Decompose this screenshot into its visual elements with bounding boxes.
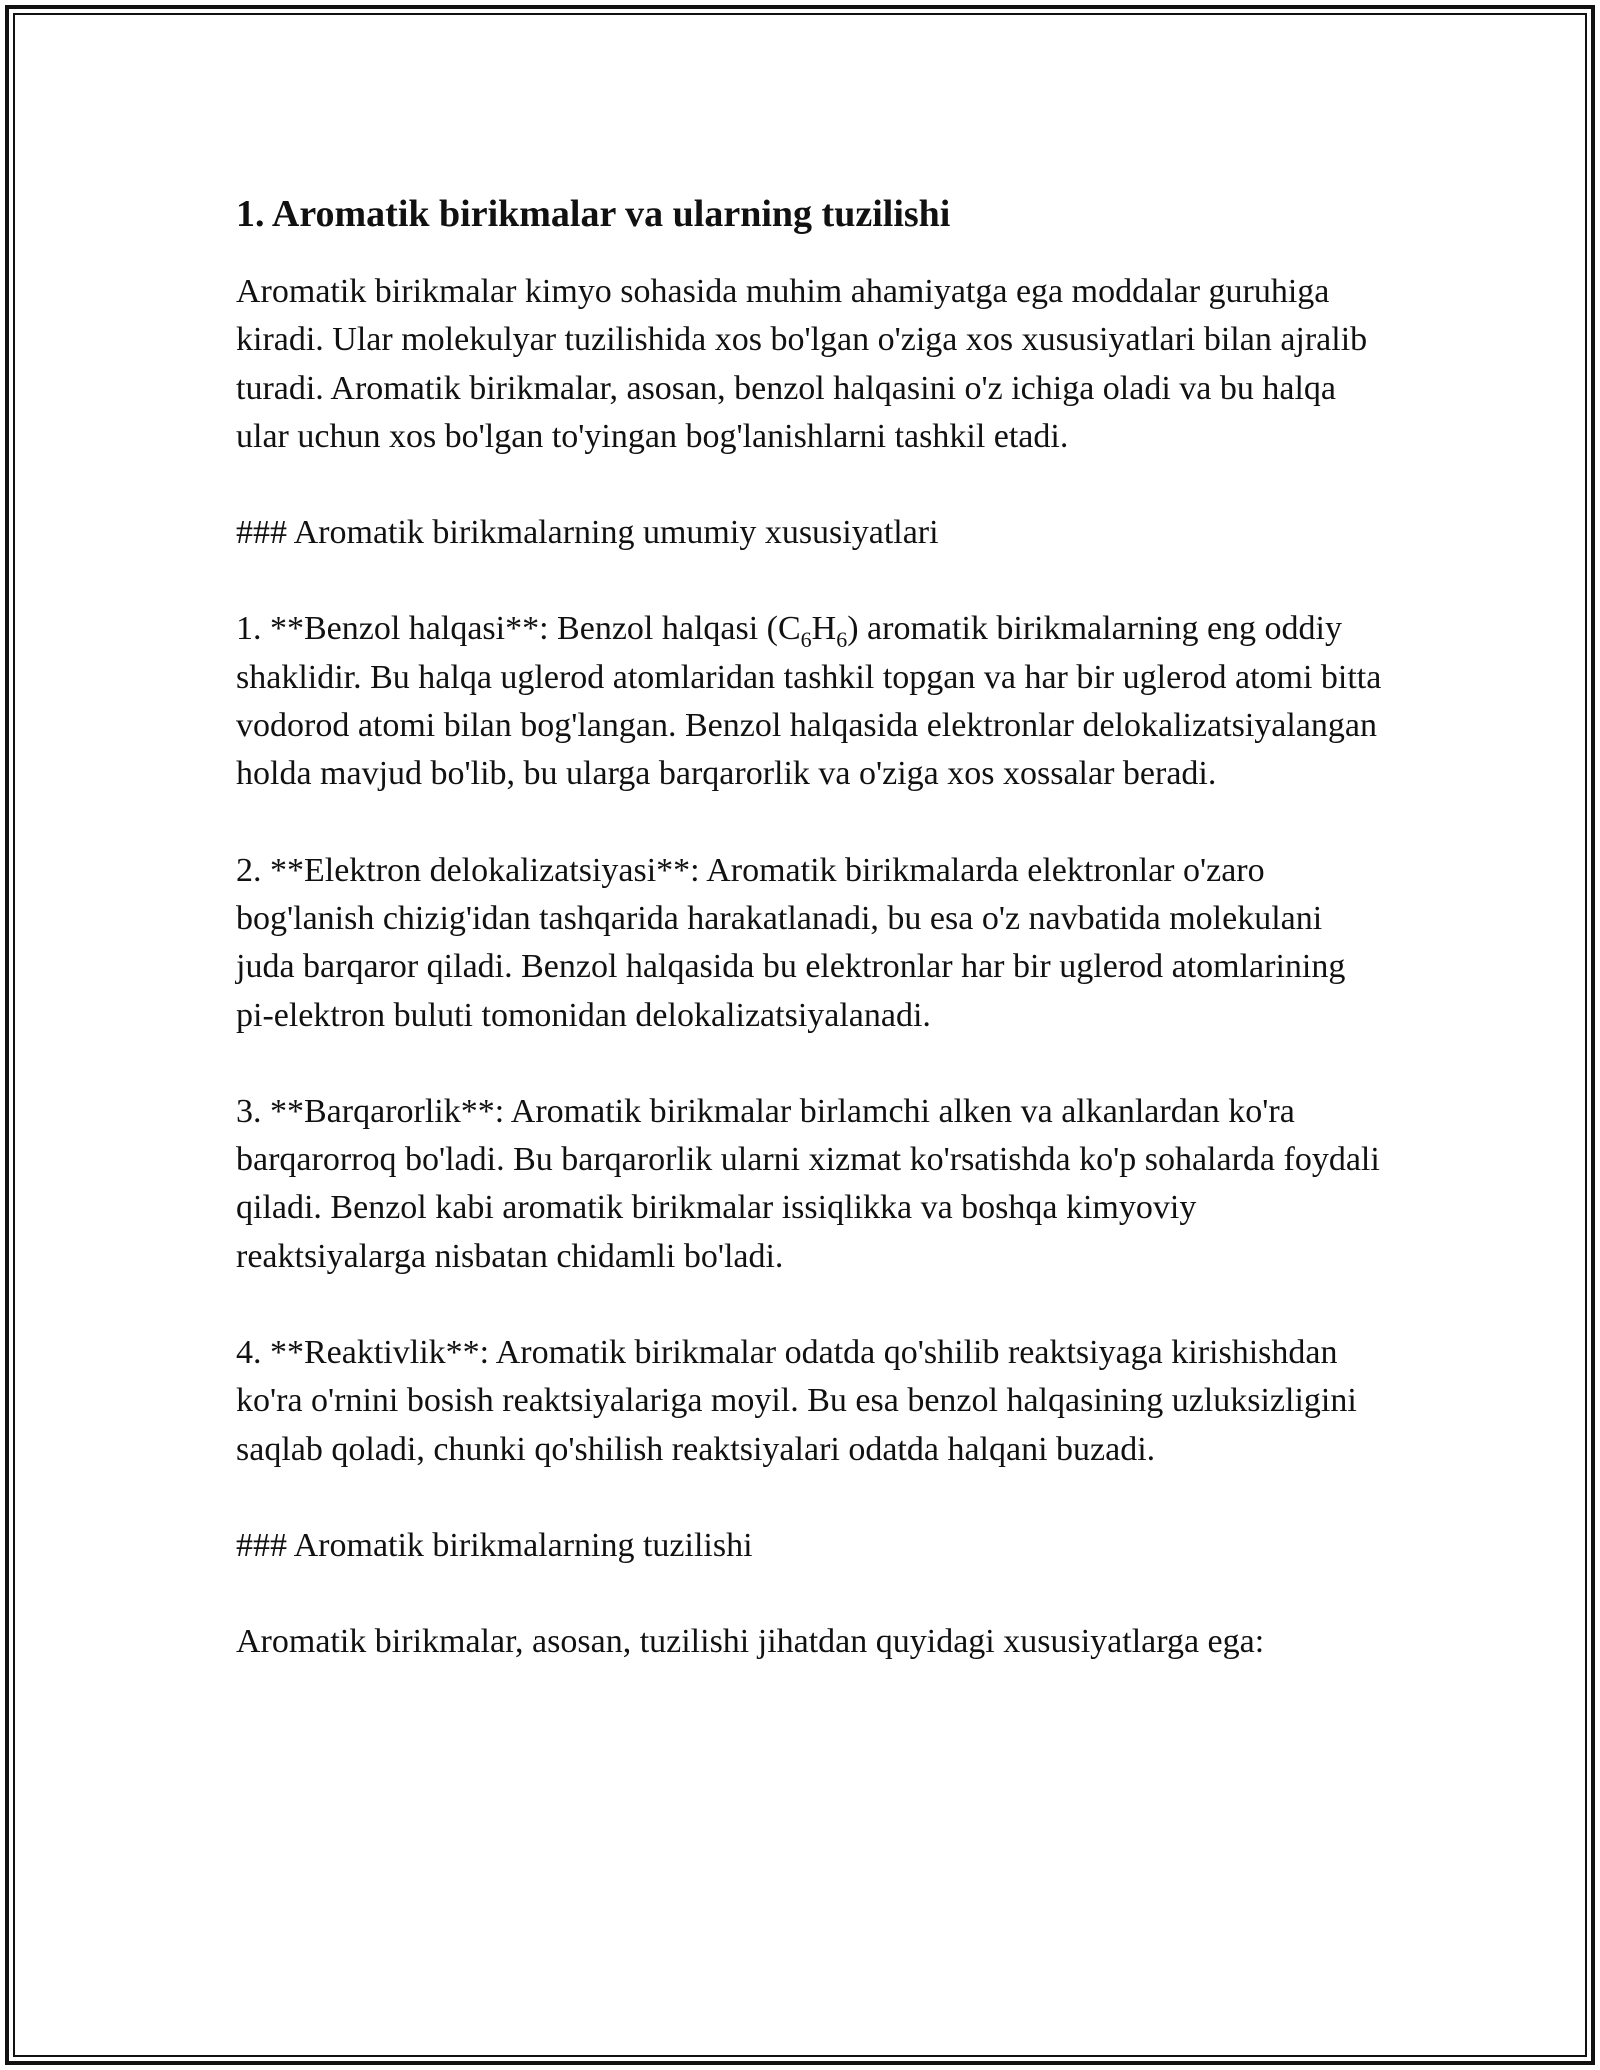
properties-heading: ### Aromatik birikmalarning umumiy xususiyatlari: [236, 514, 939, 552]
closing-paragraph: Aromatik birikmalar, asosan, tuzilishi jihatdan quyidagi xususiyatlarga ega:: [236, 1623, 1265, 1661]
item-electron-delocalization: 2. **Elektron delokalizatsiyasi**: Aromatik birikmalarda elektronlar o'zaro bog'lanish chizig'idan tashqarida harakatlanadi, bu esa o'z navbatida molekulani juda barqaror qiladi. Benzol halqasida bu elektronlar har bir uglerod atomlarining pi-elektron buluti tomonidan delokalizatsiyalanadi.: [236, 851, 1346, 1034]
item1-subscript-hydrogen: 6: [836, 627, 848, 653]
item-stability: 3. **Barqarorlik**: Aromatik birikmalar birlamchi alken va alkanlardan ko'ra barqarorroq bo'ladi. Bu barqarorlik ularni xizmat ko'rsatishda ko'p sohalarda foydali qiladi. Benzol kabi aromatik birikmalar issiqlikka va boshqa kimyoviy reaktsiyalarga nisbatan chidamli bo'ladi.: [236, 1092, 1380, 1275]
item-reactivity: 4. **Reaktivlik**: Aromatik birikmalar odatda qo'shilib reaktsiyaga kirishishdan ko'ra o'rnini bosish reaktsiyalariga moyil. Bu esa benzol halqasining uzluksizligini saqlab qoladi, chunki qo'shilish reaktsiyalari odatda halqani buzadi.: [236, 1334, 1357, 1468]
document-body: [236, 190, 1386, 1715]
intro-paragraph: Aromatik birikmalar kimyo sohasida muhim ahamiyatga ega moddalar guruhiga kiradi. Ular molekulyar tuzilishida xos bo'lgan o'ziga xos xususiyatlari bilan ajralib turadi. Aromatik birikmalar, asosan, benzol halqasini o'z ichiga oladi va bu halqa ular uchun xos bo'lgan to'yingan bog'lanishlarni tashkil etadi.: [236, 273, 1368, 455]
item-benzene-ring: [236, 605, 1386, 798]
structure-heading: ### Aromatik birikmalarning tuzilishi: [236, 1526, 753, 1564]
item1-text-after: ) aromatik birikmalarning eng oddiy shaklidir. Bu halqa uglerod atomlaridan tashkil topgan va har bir uglerod atomi bitta vodorod atomi bilan bog'langan. Benzol halqasida elektronlar delokalizatsiyalangan holda mavjud bo'lib, bu ularga barqarorlik va o'ziga xos xossalar beradi.: [236, 610, 1382, 793]
section-title: 1. Aromatik birikmalar va ularning tuzilishi: [236, 193, 951, 235]
item1-subscript-carbon: 6: [800, 627, 812, 653]
item1-text-before: 1. **Benzol halqasi**: Benzol halqasi (C: [236, 610, 801, 648]
item1-text-mid: H: [811, 610, 837, 648]
